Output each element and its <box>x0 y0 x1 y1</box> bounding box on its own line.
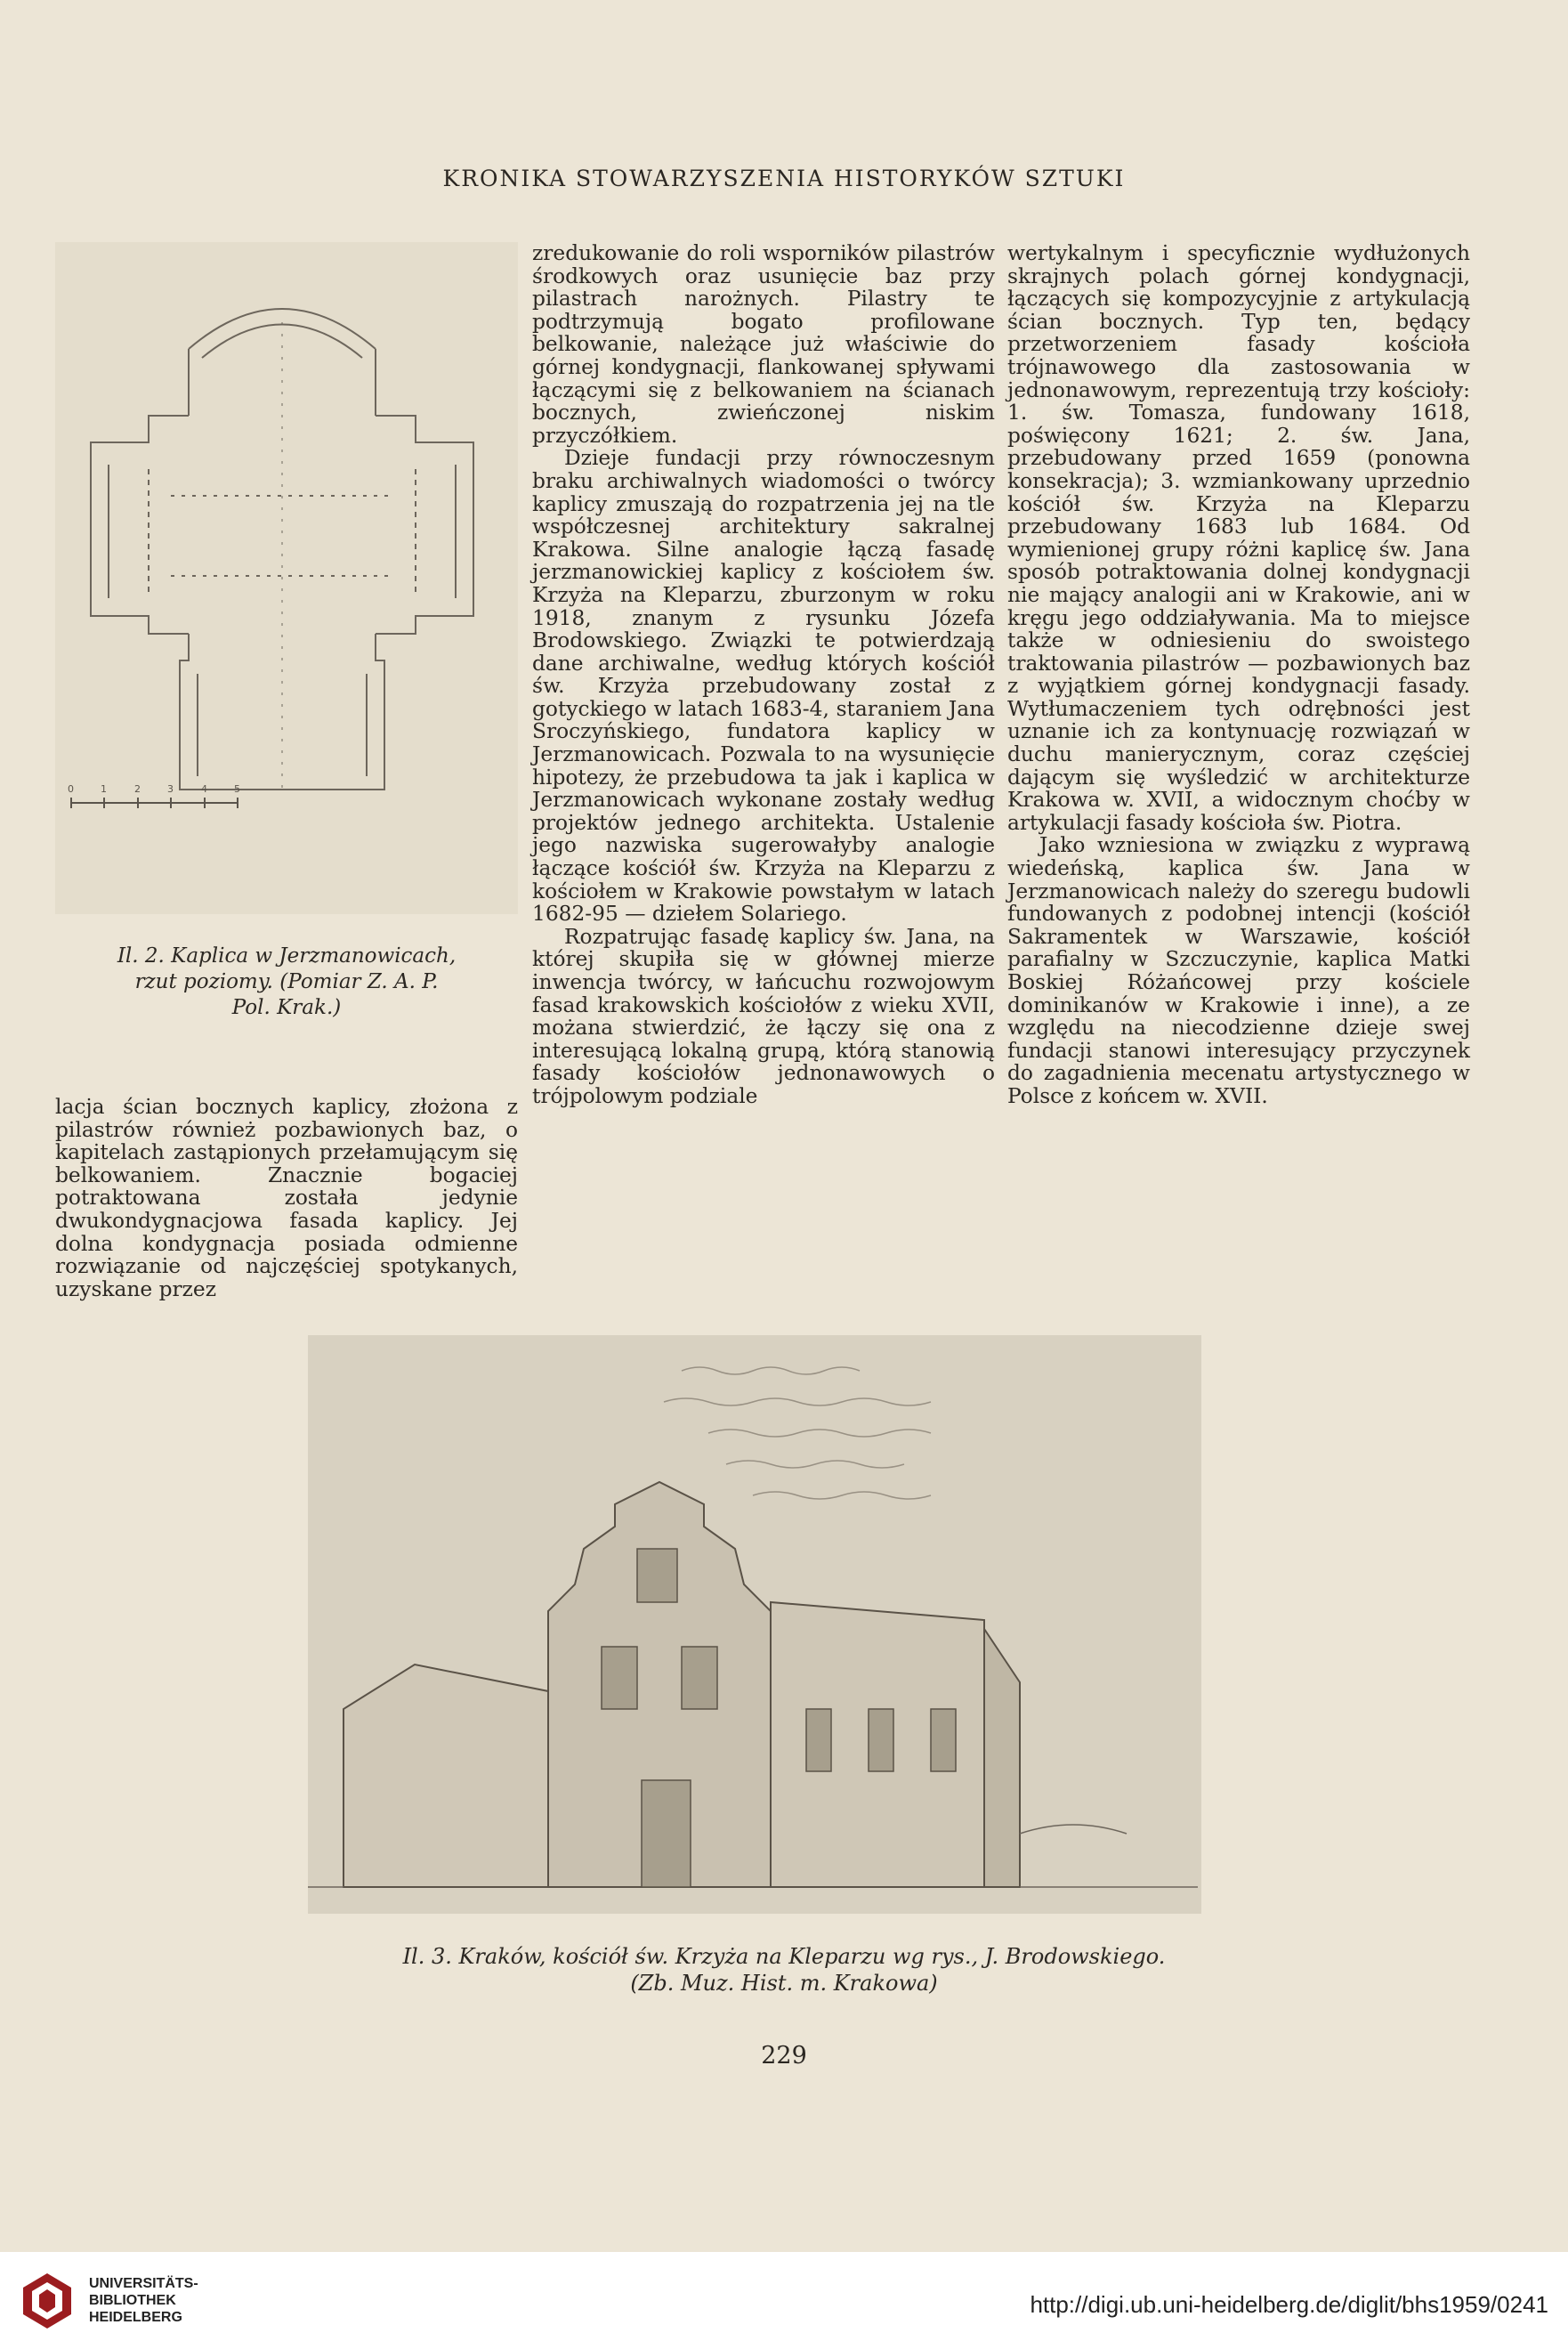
library-name <box>89 2275 198 2326</box>
scale-label: 3 <box>167 783 174 795</box>
caption-line: (Zb. Muz. Hist. m. Krakowa) <box>630 1971 938 1996</box>
figure2-caption <box>55 944 518 1021</box>
library-line: HEIDELBERG <box>89 2310 182 2325</box>
text-column-1 <box>55 1096 518 1300</box>
church-drawing-figure <box>308 1335 1201 1914</box>
page-number: 229 <box>761 2042 807 2070</box>
paragraph: Dzieje fundacji przy równoczesnym braku archiwalnych wiadomości o twórcy kaplicy zmuszają do rozpatrzenia jej na tle współczesnej architektury sakralnej Krakowa. Silne analogie łączą fasadę jerzmanowickiej kaplicy z kościołem św. Krzyża na Kleparzu, zburzonym w roku 1918, znanym z rysunku Józefa Brodowskiego. Związki te potwierdzają dane archiwalne, według których kościół św. Krzyża przebudowany został z gotyckiego w latach 1683-4, staraniem Jana Sroczyńskiego, fundatora kaplicy w Jerzmanowicach. Pozwala to na wysunięcie hipotezy, że przebudowa ta jak i kaplica w Jerzmanowicach wykonane zostały według projektów jednego architekta. Ustalenie jego nazwiska sugerowałyby analogie łączące kościół św. Krzyża na Kleparzu z kościołem w Krakowie powstałym w latach 1682-95 — dziełem Solariego. <box>532 446 995 927</box>
university-library-logo-icon <box>20 2270 75 2332</box>
library-line: BIBLIOTHEK <box>89 2293 176 2308</box>
library-line: UNIVERSITÄTS- <box>89 2276 198 2291</box>
paragraph: lacja ścian bocznych kaplicy, złożona z pilastrów również pozbawionych baz, o kapitelach zastąpionych przełamującym się belkowaniem. Znacznie bogaciej potraktowana została jedynie dwukondygnacjowa fasada kaplicy. Jej dolna kondygnacja posiada odmienne rozwiązanie od najczęściej spotykanych, uzyskane przez <box>55 1095 518 1301</box>
paragraph: zredukowanie do roli wsporników pilastrów środkowych oraz usunięcie baz przy pilastrach narożnych. Pilastry te podtrzymują bogato profilowane belkowanie, należące już właściwie do górnej kondygnacji, flankowanej spływami łączącymi się z belkowaniem na ścianach bocznych, zwieńczonej niskim przyczółkiem. <box>532 241 995 448</box>
caption-line: Pol. Krak.) <box>231 996 342 1019</box>
figure3-caption <box>0 1943 1568 1997</box>
source-url-link[interactable]: http://digi.ub.uni-heidelberg.de/diglit/bhs1959/0241 <box>1030 2291 1548 2318</box>
scale-label: 4 <box>201 783 207 795</box>
scale-label: 2 <box>134 783 141 795</box>
digitization-footer <box>0 2252 1568 2349</box>
floor-plan-figure <box>55 242 518 914</box>
caption-line: rzut poziomy. (Pomiar Z. A. P. <box>134 970 439 993</box>
scale-label: 5 <box>234 783 240 795</box>
paragraph: Rozpatrując fasadę kaplicy św. Jana, na której skupiła się w głównej mierze inwencja twórcy, w łańcuchu rozwojowym fasad krakowskich kościołów z wieku XVII, możana stwierdzić, że łączy się ona z interesującą lokalną grupą, którą stanowią fasady kościołów jednonawowych o trójpolowym podziale <box>532 924 995 1108</box>
church-sketch <box>308 1335 1201 1914</box>
paragraph: Jako wzniesiona w związku z wyprawą wiedeńską, kaplica św. Jana w Jerzmanowicach należy do szeregu budowli fundowanych z podobnej intencji (kościół Sakramentek w Warszawie, kościół parafialny w Szczuczynie, kaplica Matki Boskiej Różańcowej przy kościele dominikanów w Krakowie i inne), a ze względu na niecodzienne dzieje swej fundacji stanowi interesujący przyczynek do zagadnienia mecenatu artystycznego w Polsce z końcem w. XVII. <box>1007 833 1470 1108</box>
caption-line: Il. 2. Kaplica w Jerzmanowicach, <box>117 944 457 968</box>
scale-bar <box>71 798 238 808</box>
text-column-2 <box>532 242 995 1108</box>
scale-label: 1 <box>101 783 107 795</box>
paragraph: wertykalnym i specyficznie wydłużonych skrajnych polach górnej kondygnacji, łączących się kompozycyjnie z artykulacją ścian bocznych. Typ ten, będący przetworzeniem fasady kościoła trójnawowego dla zastosowania w jednonawowym, reprezentują trzy kościoły: 1. św. Tomasza, fundowany 1618, poświęcony 1621; 2. św. Jana, przebudowany przed 1659 (ponowna konsekracja); 3. wzmiankowany uprzednio kościół św. Krzyża na Kleparzu przebudowany 1683 lub 1684. Od wymienionej grupy różni kaplicę św. Jana sposób potraktowania dolnej kondygnacji nie mający analogii ani w Krakowie, ani w kręgu jego oddziaływania. Ma to miejsce także w odniesieniu do swoistego traktowania pilastrów — pozbawionych baz z wyjątkiem górnej kondygnacji fasady. Wytłumaczeniem tych odrębności jest uznanie ich za kontynuację rozwiązań w duchu manierycznym, coraz częściej dającym się wyśledzić w architekturze Krakowa w. XVII, a widocznym choćby w artykulacji fasady kościoła św. Piotra. <box>1007 241 1470 835</box>
text-column-3 <box>1007 242 1470 1108</box>
caption-line: Il. 3. Kraków, kościół św. Krzyża na Kleparzu wg rys., J. Brodowskiego. <box>402 1944 1166 1969</box>
running-header: KRONIKA STOWARZYSZENIA HISTORYKÓW SZTUKI <box>442 166 1126 191</box>
floor-plan-drawing <box>55 242 518 914</box>
scale-label: 0 <box>68 783 74 795</box>
